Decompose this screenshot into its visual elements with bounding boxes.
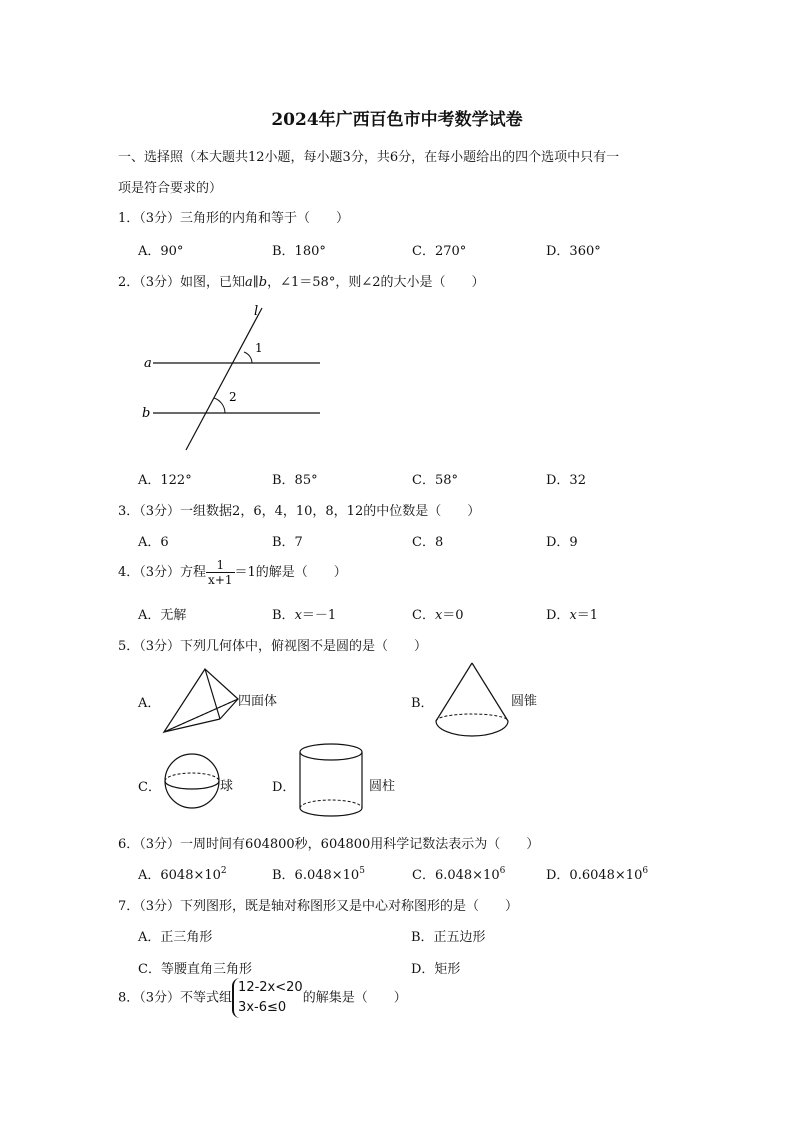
question-2-option-b: B．85°	[272, 473, 318, 488]
question-2-option-a: A．122°	[138, 473, 192, 488]
question-7-option-b: B．正五边形	[411, 930, 486, 945]
section-heading-line2: 项是符合要求的）	[118, 181, 223, 196]
question-5-option-b-label: B．	[411, 696, 434, 711]
question-4-option-c: C．x＝0	[412, 608, 464, 623]
question-1-stem: 1．（3分）三角形的内角和等于（ ）	[118, 211, 350, 226]
question-4-option-d: D．x＝1	[546, 608, 599, 623]
exam-title: 2024年广西百色市中考数学试卷	[271, 110, 523, 130]
angle-1-label: 1	[255, 341, 263, 355]
sphere-figure	[160, 752, 224, 812]
question-1-option-d: D．360°	[546, 244, 601, 259]
question-3-option-d: D．9	[546, 535, 578, 550]
question-3-stem: 3．（3分）一组数据2，6，4，10，8，12的中位数是（ ）	[118, 504, 481, 519]
question-6-option-c: C．$6.048\times 10^6$	[412, 866, 506, 883]
question-2-option-c: C．58°	[412, 473, 458, 488]
question-1-option-b: B．180°	[272, 244, 326, 259]
section-heading-line1: 一、选择照（本大题共12小题，每小题3分，共6分，在每小题给出的四个选项中只有一	[118, 150, 620, 165]
question-1-option-a: A．90°	[138, 244, 184, 259]
question-4-option-b: B．x＝－1	[272, 608, 337, 623]
cylinder-figure	[297, 742, 367, 822]
cone-label: 圆锥	[511, 694, 538, 709]
question-6-option-a: A．$6048\times 10^2$	[138, 866, 227, 883]
question-7-stem: 7．（3分）下列图形，既是轴对称图形又是中心对称图形的是（ ）	[118, 899, 519, 914]
question-6-option-d: D．$0.6048\times 10^6$	[546, 866, 649, 883]
inequality-system: 12-2x<20 3x-6≤0	[232, 978, 303, 1018]
parallel-lines-figure	[138, 300, 338, 460]
question-6-stem: 6．（3分）一周时间有604800秒，604800用科学记数法表示为（ ）	[118, 837, 540, 852]
question-2-option-d: D．32	[546, 473, 586, 488]
sphere-label: 球	[220, 779, 234, 794]
label-a: a	[144, 356, 152, 371]
cylinder-label: 圆柱	[369, 779, 396, 794]
fraction: $\frac{1}{x+1}$	[208, 558, 233, 587]
question-4-option-a: A．无解	[138, 608, 187, 623]
question-7-option-c: C．等腰直角三角形	[138, 962, 252, 977]
question-7-option-d: D．矩形	[411, 962, 461, 977]
question-2-stem: 2．（3分）如图，已知a∥b，∠1＝58°，则∠2的大小是（ ）	[118, 275, 485, 290]
question-5-option-a-label: A．	[138, 696, 161, 711]
question-5-option-d-label: D．	[272, 780, 296, 795]
question-6-option-b: B．$6.048\times 10^5$	[272, 866, 365, 883]
question-5-stem: 5．（3分）下列几何体中，俯视图不是圆的是（ ）	[118, 639, 428, 654]
question-3-option-b: B．7	[272, 535, 303, 550]
question-3-option-a: A．6	[138, 535, 169, 550]
angle-2-label: 2	[229, 390, 237, 404]
question-7-option-a: A．正三角形	[138, 930, 213, 945]
tetrahedron-figure	[158, 666, 240, 736]
tetrahedron-label: 四面体	[238, 694, 278, 709]
label-b: b	[142, 406, 151, 421]
question-8-stem: 8．（3分）不等式组 12-2x<20 3x-6≤0 的解集是（ ）	[118, 978, 407, 1018]
question-4-stem: 4．（3分）方程 $\frac{1}{x+1}$ ＝1的解是（ ）	[118, 558, 347, 587]
cone-figure	[433, 660, 513, 740]
question-5-option-c-label: C．	[138, 780, 161, 795]
question-3-option-c: C．8	[412, 535, 444, 550]
question-1-option-c: C．270°	[412, 244, 467, 259]
label-l: l	[254, 304, 259, 319]
